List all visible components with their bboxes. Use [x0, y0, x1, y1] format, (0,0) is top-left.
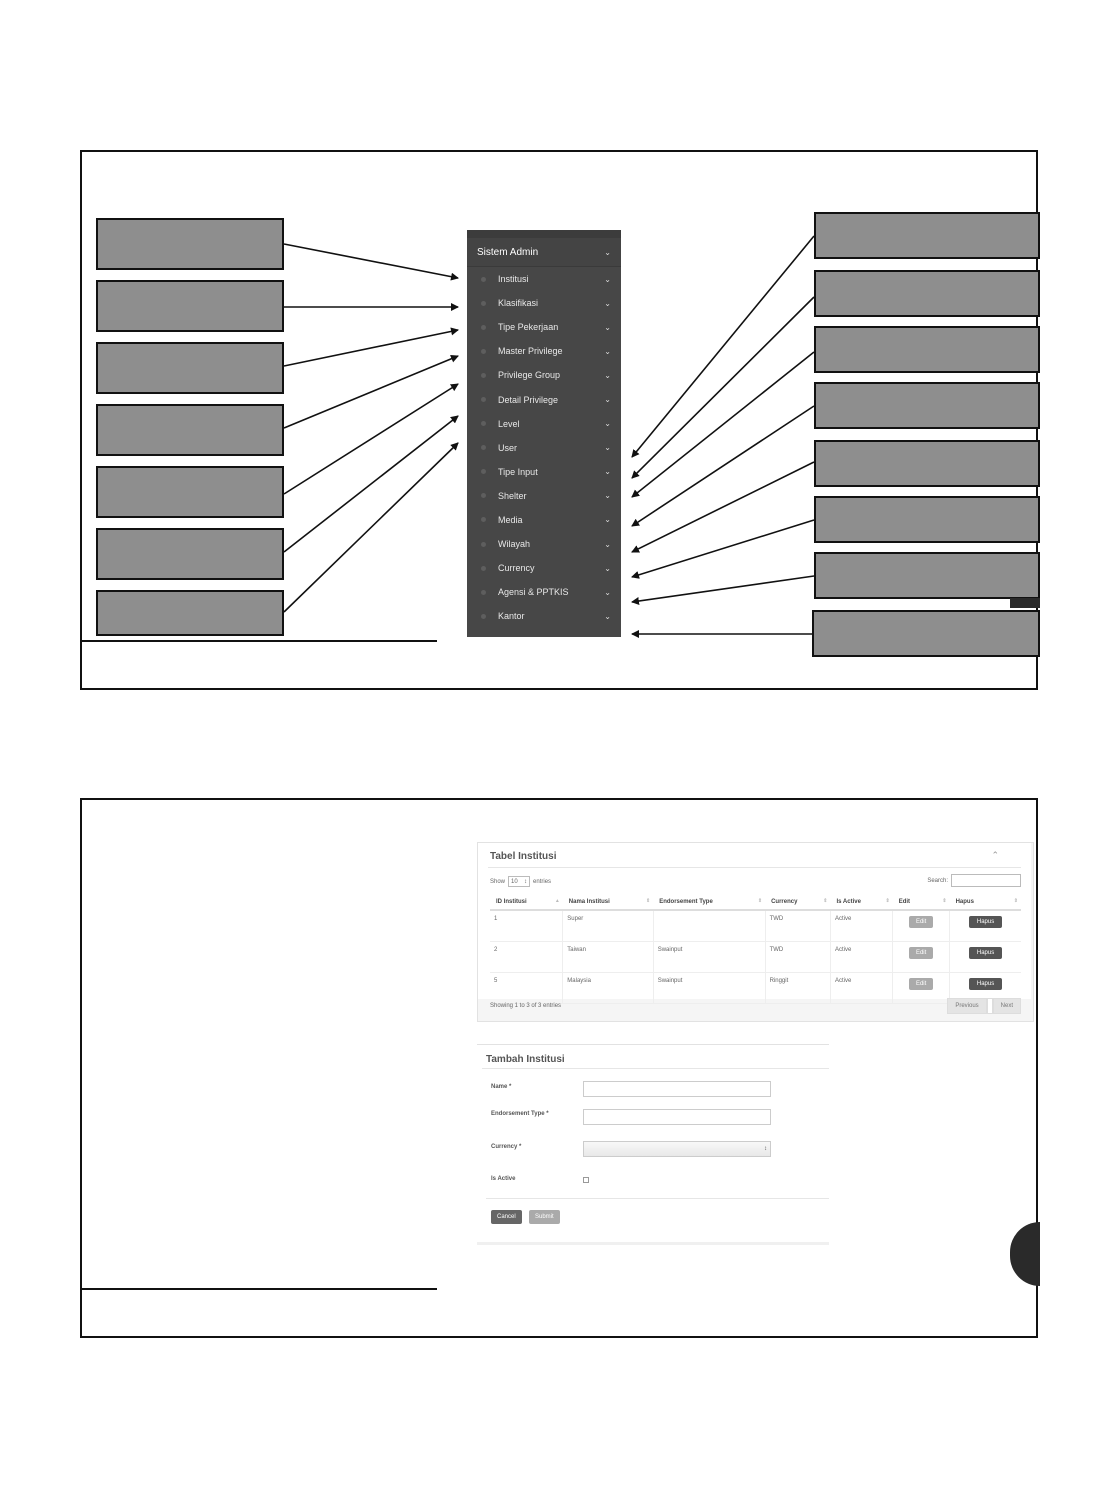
sidebar-item-label: User: [498, 442, 518, 453]
sort-icon: ⇕: [757, 898, 763, 904]
sidebar-item-tipe-input[interactable]: [467, 460, 621, 484]
table-row: [490, 942, 1021, 973]
currency-label: Currency *: [491, 1144, 522, 1150]
chevron-down-icon: ⌄: [604, 587, 611, 597]
cell-endorsement: Swainput: [653, 942, 765, 973]
sidebar-item-level[interactable]: [467, 412, 621, 436]
bullet-icon: [481, 542, 486, 547]
column-header[interactable]: [950, 894, 1021, 910]
select-arrows-icon: ↕: [764, 1146, 767, 1152]
chevron-down-icon: ⌄: [604, 370, 611, 380]
column-header-label: Is Active: [836, 898, 861, 905]
annotation-box-right-3: [814, 326, 1040, 373]
chevron-down-icon: ⌄: [604, 539, 611, 549]
slide-footer-line: [82, 1288, 437, 1290]
annotation-box-right-2: [814, 270, 1040, 317]
sidebar-item-privilege-group[interactable]: [467, 363, 621, 387]
select-arrows-icon: ↕: [524, 878, 528, 885]
annotation-box-right-5: [814, 440, 1040, 487]
chevron-down-icon: ⌄: [604, 419, 611, 429]
sidebar-item-currency[interactable]: [467, 556, 621, 580]
bullet-icon: [481, 421, 486, 426]
name-input[interactable]: [583, 1081, 771, 1097]
entries-value: 10: [511, 878, 518, 885]
cell-edit: [893, 910, 950, 942]
previous-button[interactable]: Previous: [947, 998, 986, 1014]
bullet-icon: [481, 517, 486, 522]
sort-icon: ⇕: [942, 898, 947, 904]
hapus-button[interactable]: Hapus: [969, 916, 1002, 928]
annotation-box-right-6: [814, 496, 1040, 543]
bullet-icon: [481, 277, 486, 282]
chevron-down-icon: ⌄: [604, 491, 611, 501]
column-header-label: Edit: [898, 898, 911, 905]
slide-footer-line: [82, 640, 437, 642]
sidebar-item-label: Master Privilege: [498, 346, 563, 357]
edit-button[interactable]: Edit: [909, 947, 933, 959]
bullet-icon: [481, 445, 486, 450]
entries-label: entries: [533, 878, 552, 885]
column-header-label: Nama Institusi: [568, 898, 610, 905]
sidebar-header-label: Sistem Admin: [477, 246, 539, 258]
divider: [488, 867, 1021, 868]
cell-id: 2: [490, 942, 563, 973]
sidebar-item-label: Tipe Input: [498, 466, 538, 477]
sort-icon: ⇕: [885, 898, 890, 904]
bullet-icon: [481, 325, 486, 330]
sidebar-item-user[interactable]: [467, 436, 621, 460]
bullet-icon: [481, 614, 486, 619]
hapus-button[interactable]: Hapus: [969, 978, 1002, 990]
sidebar-menu: [467, 230, 621, 637]
chevron-down-icon: ⌄: [604, 274, 611, 284]
sidebar-item-institusi[interactable]: [467, 267, 621, 291]
divider: [482, 1068, 829, 1069]
bullet-icon: [481, 397, 486, 402]
is-active-label: Is Active: [491, 1176, 516, 1182]
cell-currency: TWD: [765, 942, 830, 973]
sort-icon: ▲: [554, 898, 560, 904]
annotation-box-left-2: [96, 280, 284, 332]
edit-button[interactable]: Edit: [909, 916, 933, 928]
sidebar-item-agensi-pptkis[interactable]: [467, 580, 621, 604]
sidebar-item-detail-privilege[interactable]: [467, 387, 621, 411]
annotation-box-left-4: [96, 404, 284, 456]
chevron-down-icon: ⌄: [604, 443, 611, 453]
annotation-box-right-7: [814, 552, 1040, 599]
submit-button[interactable]: Submit: [529, 1210, 560, 1224]
chevron-down-icon: ⌄: [604, 515, 611, 525]
cell-hapus: [950, 910, 1021, 942]
annotation-box-left-7: [96, 590, 284, 636]
annotation-box-right-4: [814, 382, 1040, 429]
cell-currency: TWD: [765, 910, 830, 942]
entries-select[interactable]: [508, 876, 530, 887]
cell-currency: Ringgit: [765, 973, 830, 1004]
form-bottom-border: [477, 1242, 829, 1245]
column-header[interactable]: [765, 894, 830, 910]
sidebar-item-shelter[interactable]: [467, 484, 621, 508]
table-body: [490, 910, 1021, 1004]
bullet-icon: [481, 493, 486, 498]
sort-icon: ⇕: [823, 898, 828, 904]
annotation-box-left-1: [96, 218, 284, 270]
annotation-box-left-3: [96, 342, 284, 394]
cell-endorsement: Swainput: [653, 973, 765, 1004]
cell-active: Active: [830, 910, 892, 942]
bullet-icon: [481, 373, 486, 378]
form-top-border: [477, 1044, 829, 1045]
column-header-label: Hapus: [955, 898, 974, 905]
sidebar-item-label: Media: [498, 514, 523, 525]
cell-endorsement: [653, 910, 765, 942]
corner-shape: [1010, 598, 1040, 608]
sidebar-item-label: Klasifikasi: [498, 298, 539, 309]
panel-title: Tabel Institusi: [490, 851, 557, 862]
sort-icon: ⇕: [1013, 898, 1018, 904]
is-active-checkbox[interactable]: [583, 1177, 589, 1183]
annotation-box-left-5: [96, 466, 284, 518]
annotation-box-right-1: [814, 212, 1040, 259]
cell-nama: Super: [563, 910, 653, 942]
sidebar-item-label: Detail Privilege: [498, 394, 559, 405]
bullet-icon: [481, 566, 486, 571]
endorsement-type-input[interactable]: [583, 1109, 771, 1125]
show-label: Show: [490, 878, 506, 885]
bullet-icon: [481, 590, 486, 595]
form-title: Tambah Institusi: [486, 1054, 565, 1065]
sidebar-item-tipe-pekerjaan[interactable]: [467, 315, 621, 339]
sidebar-item-label: Institusi: [498, 274, 529, 285]
chevron-down-icon: ⌄: [604, 322, 611, 332]
table-row: [490, 973, 1021, 1004]
sidebar-item-label: Kantor: [498, 611, 525, 622]
slide-sidebar-menu: [80, 150, 1038, 690]
edit-button[interactable]: Edit: [909, 978, 933, 990]
hapus-button[interactable]: Hapus: [969, 947, 1002, 959]
chevron-down-icon: ⌄: [604, 563, 611, 573]
name-label: Name *: [491, 1084, 512, 1090]
show-entries: [490, 876, 551, 887]
sidebar-items: [467, 267, 621, 628]
bullet-icon: [481, 349, 486, 354]
table-row: [490, 910, 1021, 942]
search-label: Search:: [927, 877, 948, 884]
annotation-box-right-8: [812, 610, 1040, 657]
table-info: Showing 1 to 3 of 3 entries: [490, 1003, 562, 1009]
currency-select[interactable]: [583, 1141, 771, 1157]
cell-edit: [893, 973, 950, 1004]
cell-nama: Malaysia: [563, 973, 653, 1004]
divider: [486, 1198, 829, 1199]
tabel-institusi-card: [478, 843, 1031, 1009]
chevron-down-icon: ⌄: [604, 611, 611, 621]
search-input[interactable]: [951, 874, 1021, 887]
slide-institusi-page: [80, 798, 1038, 1338]
column-header[interactable]: [653, 894, 765, 910]
sidebar-item-wilayah[interactable]: [467, 532, 621, 556]
sidebar-item-kantor[interactable]: [467, 604, 621, 628]
decorative-half-circle: [1010, 1222, 1040, 1286]
cell-active: Active: [830, 973, 892, 1004]
sidebar-item-label: Agensi & PPTKIS: [498, 587, 569, 598]
cell-edit: [893, 942, 950, 973]
chevron-down-icon: ⌄: [604, 346, 611, 356]
annotation-box-left-6: [96, 528, 284, 580]
sidebar-header-sistem-admin[interactable]: [467, 238, 621, 267]
column-header-label: Endorsement Type: [659, 898, 713, 905]
column-header-label: Currency: [771, 898, 798, 905]
sidebar-item-master-privilege[interactable]: [467, 339, 621, 363]
sidebar-item-label: Shelter: [498, 490, 527, 501]
column-header[interactable]: [830, 894, 892, 910]
sort-icon: ⇕: [646, 898, 651, 904]
pagination: [947, 998, 1021, 1014]
sidebar-item-label: Currency: [498, 563, 535, 574]
sidebar-top-bar: [467, 230, 621, 238]
sidebar-item-label: Privilege Group: [498, 370, 561, 381]
tabel-institusi-panel: [477, 842, 1034, 1022]
chevron-down-icon: ⌄: [604, 247, 611, 257]
cancel-button[interactable]: Cancel: [491, 1210, 522, 1224]
cell-id: 5: [490, 973, 563, 1004]
sidebar-item-label: Wilayah: [498, 539, 531, 550]
endorsement-type-label: Endorsement Type *: [491, 1111, 549, 1117]
column-header[interactable]: [563, 894, 653, 910]
table-header-row: [490, 894, 1021, 910]
search-area: [927, 874, 1021, 887]
institusi-table: [490, 894, 1021, 1004]
column-header-label: ID Institusi: [496, 898, 527, 905]
sidebar-item-media[interactable]: [467, 508, 621, 532]
chevron-down-icon: ⌄: [604, 467, 611, 477]
chevron-down-icon: ⌄: [604, 395, 611, 405]
cell-hapus: [950, 942, 1021, 973]
cell-nama: Taiwan: [563, 942, 653, 973]
bullet-icon: [481, 469, 486, 474]
chevron-down-icon: ⌄: [604, 298, 611, 308]
tambah-institusi-form: [477, 1044, 829, 1244]
chevron-up-icon[interactable]: ⌃: [991, 850, 999, 860]
bullet-icon: [481, 301, 486, 306]
next-button[interactable]: Next: [993, 998, 1021, 1014]
column-header[interactable]: [490, 894, 563, 910]
column-header[interactable]: [893, 894, 950, 910]
cell-active: Active: [830, 942, 892, 973]
sidebar-item-klasifikasi[interactable]: [467, 291, 621, 315]
sidebar-item-label: Level: [498, 418, 520, 429]
sidebar-item-label: Tipe Pekerjaan: [498, 322, 559, 333]
cell-id: 1: [490, 910, 563, 942]
